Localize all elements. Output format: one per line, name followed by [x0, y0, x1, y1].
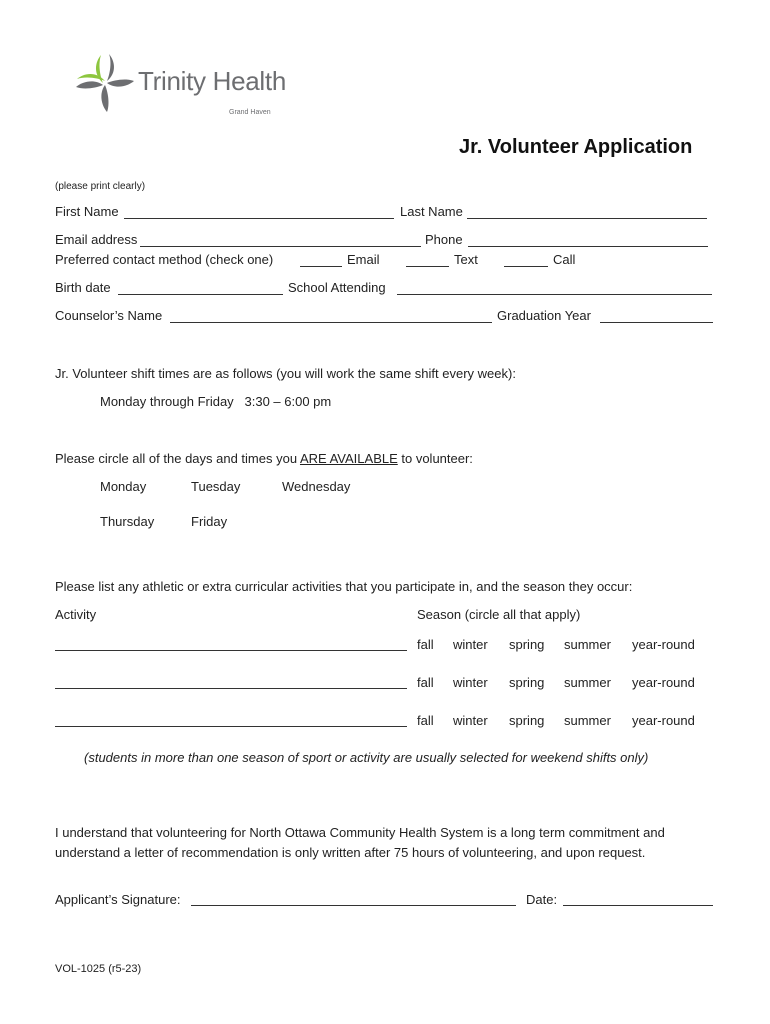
- logo-subtitle: Grand Haven: [229, 109, 271, 116]
- weekend-shift-note: (students in more than one season of sport or activity are usually selected for weekend shifts only): [84, 750, 649, 765]
- season-fall[interactable]: fall: [417, 637, 434, 652]
- graduation-field[interactable]: [600, 322, 713, 323]
- date-label: Date:: [526, 892, 558, 907]
- contact-method-label: Preferred contact method (check one): [55, 252, 274, 267]
- season-fall[interactable]: fall: [417, 675, 434, 690]
- email-field[interactable]: [140, 246, 421, 247]
- day-thursday[interactable]: Thursday: [100, 514, 155, 529]
- activity-field[interactable]: [55, 688, 407, 689]
- day-monday[interactable]: Monday: [100, 479, 147, 494]
- contact-email-label: Email: [347, 252, 380, 267]
- activity-field[interactable]: [55, 650, 407, 651]
- first-name-field[interactable]: [124, 218, 394, 219]
- phone-label: Phone: [425, 232, 463, 247]
- school-field[interactable]: [397, 294, 712, 295]
- contact-email-checkbox[interactable]: [300, 266, 342, 267]
- print-note: (please print clearly): [55, 181, 146, 192]
- contact-call-checkbox[interactable]: [504, 266, 548, 267]
- season-year-round[interactable]: year-round: [632, 637, 695, 652]
- email-label: Email address: [55, 232, 138, 247]
- contact-call-label: Call: [553, 252, 576, 267]
- season-spring[interactable]: spring: [509, 713, 545, 728]
- season-summer[interactable]: summer: [564, 713, 611, 728]
- signature-field[interactable]: [191, 905, 516, 906]
- counselor-field[interactable]: [170, 322, 492, 323]
- availability-intro: Please circle all of the days and times you ARE AVAILABLE to volunteer:: [55, 451, 473, 466]
- page-title: Jr. Volunteer Application: [459, 136, 693, 158]
- day-wednesday[interactable]: Wednesday: [282, 479, 351, 494]
- season-winter[interactable]: winter: [453, 675, 488, 690]
- season-spring[interactable]: spring: [509, 637, 545, 652]
- first-name-label: First Name: [55, 204, 119, 219]
- day-tuesday[interactable]: Tuesday: [191, 479, 241, 494]
- season-year-round[interactable]: year-round: [632, 675, 695, 690]
- contact-text-label: Text: [454, 252, 478, 267]
- activities-intro: Please list any athletic or extra curricular activities that you participate in, and the season they occur:: [55, 579, 633, 594]
- phone-field[interactable]: [468, 246, 708, 247]
- season-summer[interactable]: summer: [564, 637, 611, 652]
- agreement-line-2: understand a letter of recommendation is only written after 75 hours of volunteering, and upon request.: [55, 845, 646, 860]
- season-winter[interactable]: winter: [453, 637, 488, 652]
- activity-column-header: Activity: [55, 607, 97, 622]
- school-label: School Attending: [288, 280, 386, 295]
- logo-brand-text: Trinity Health: [138, 66, 286, 96]
- day-friday[interactable]: Friday: [191, 514, 228, 529]
- season-column-header: Season (circle all that apply): [417, 607, 581, 622]
- birth-date-field[interactable]: [118, 294, 283, 295]
- signature-label: Applicant’s Signature:: [55, 892, 181, 907]
- season-winter[interactable]: winter: [453, 713, 488, 728]
- activity-field[interactable]: [55, 726, 407, 727]
- season-year-round[interactable]: year-round: [632, 713, 695, 728]
- season-spring[interactable]: spring: [509, 675, 545, 690]
- last-name-field[interactable]: [467, 218, 707, 219]
- season-summer[interactable]: summer: [564, 675, 611, 690]
- shift-times: Monday through Friday 3:30 – 6:00 pm: [100, 394, 332, 409]
- birth-date-label: Birth date: [55, 280, 111, 295]
- contact-text-checkbox[interactable]: [406, 266, 449, 267]
- counselor-label: Counselor’s Name: [55, 308, 163, 323]
- agreement-line-1: I understand that volunteering for North Ottawa Community Health System is a long term commitment and: [55, 825, 665, 840]
- form-code: VOL-1025 (r5-23): [55, 963, 142, 975]
- season-fall[interactable]: fall: [417, 713, 434, 728]
- graduation-label: Graduation Year: [497, 308, 591, 323]
- shift-intro: Jr. Volunteer shift times are as follows (you will work the same shift every week):: [55, 366, 516, 381]
- last-name-label: Last Name: [400, 204, 463, 219]
- date-field[interactable]: [563, 905, 713, 906]
- cross-logo-icon: [74, 52, 136, 114]
